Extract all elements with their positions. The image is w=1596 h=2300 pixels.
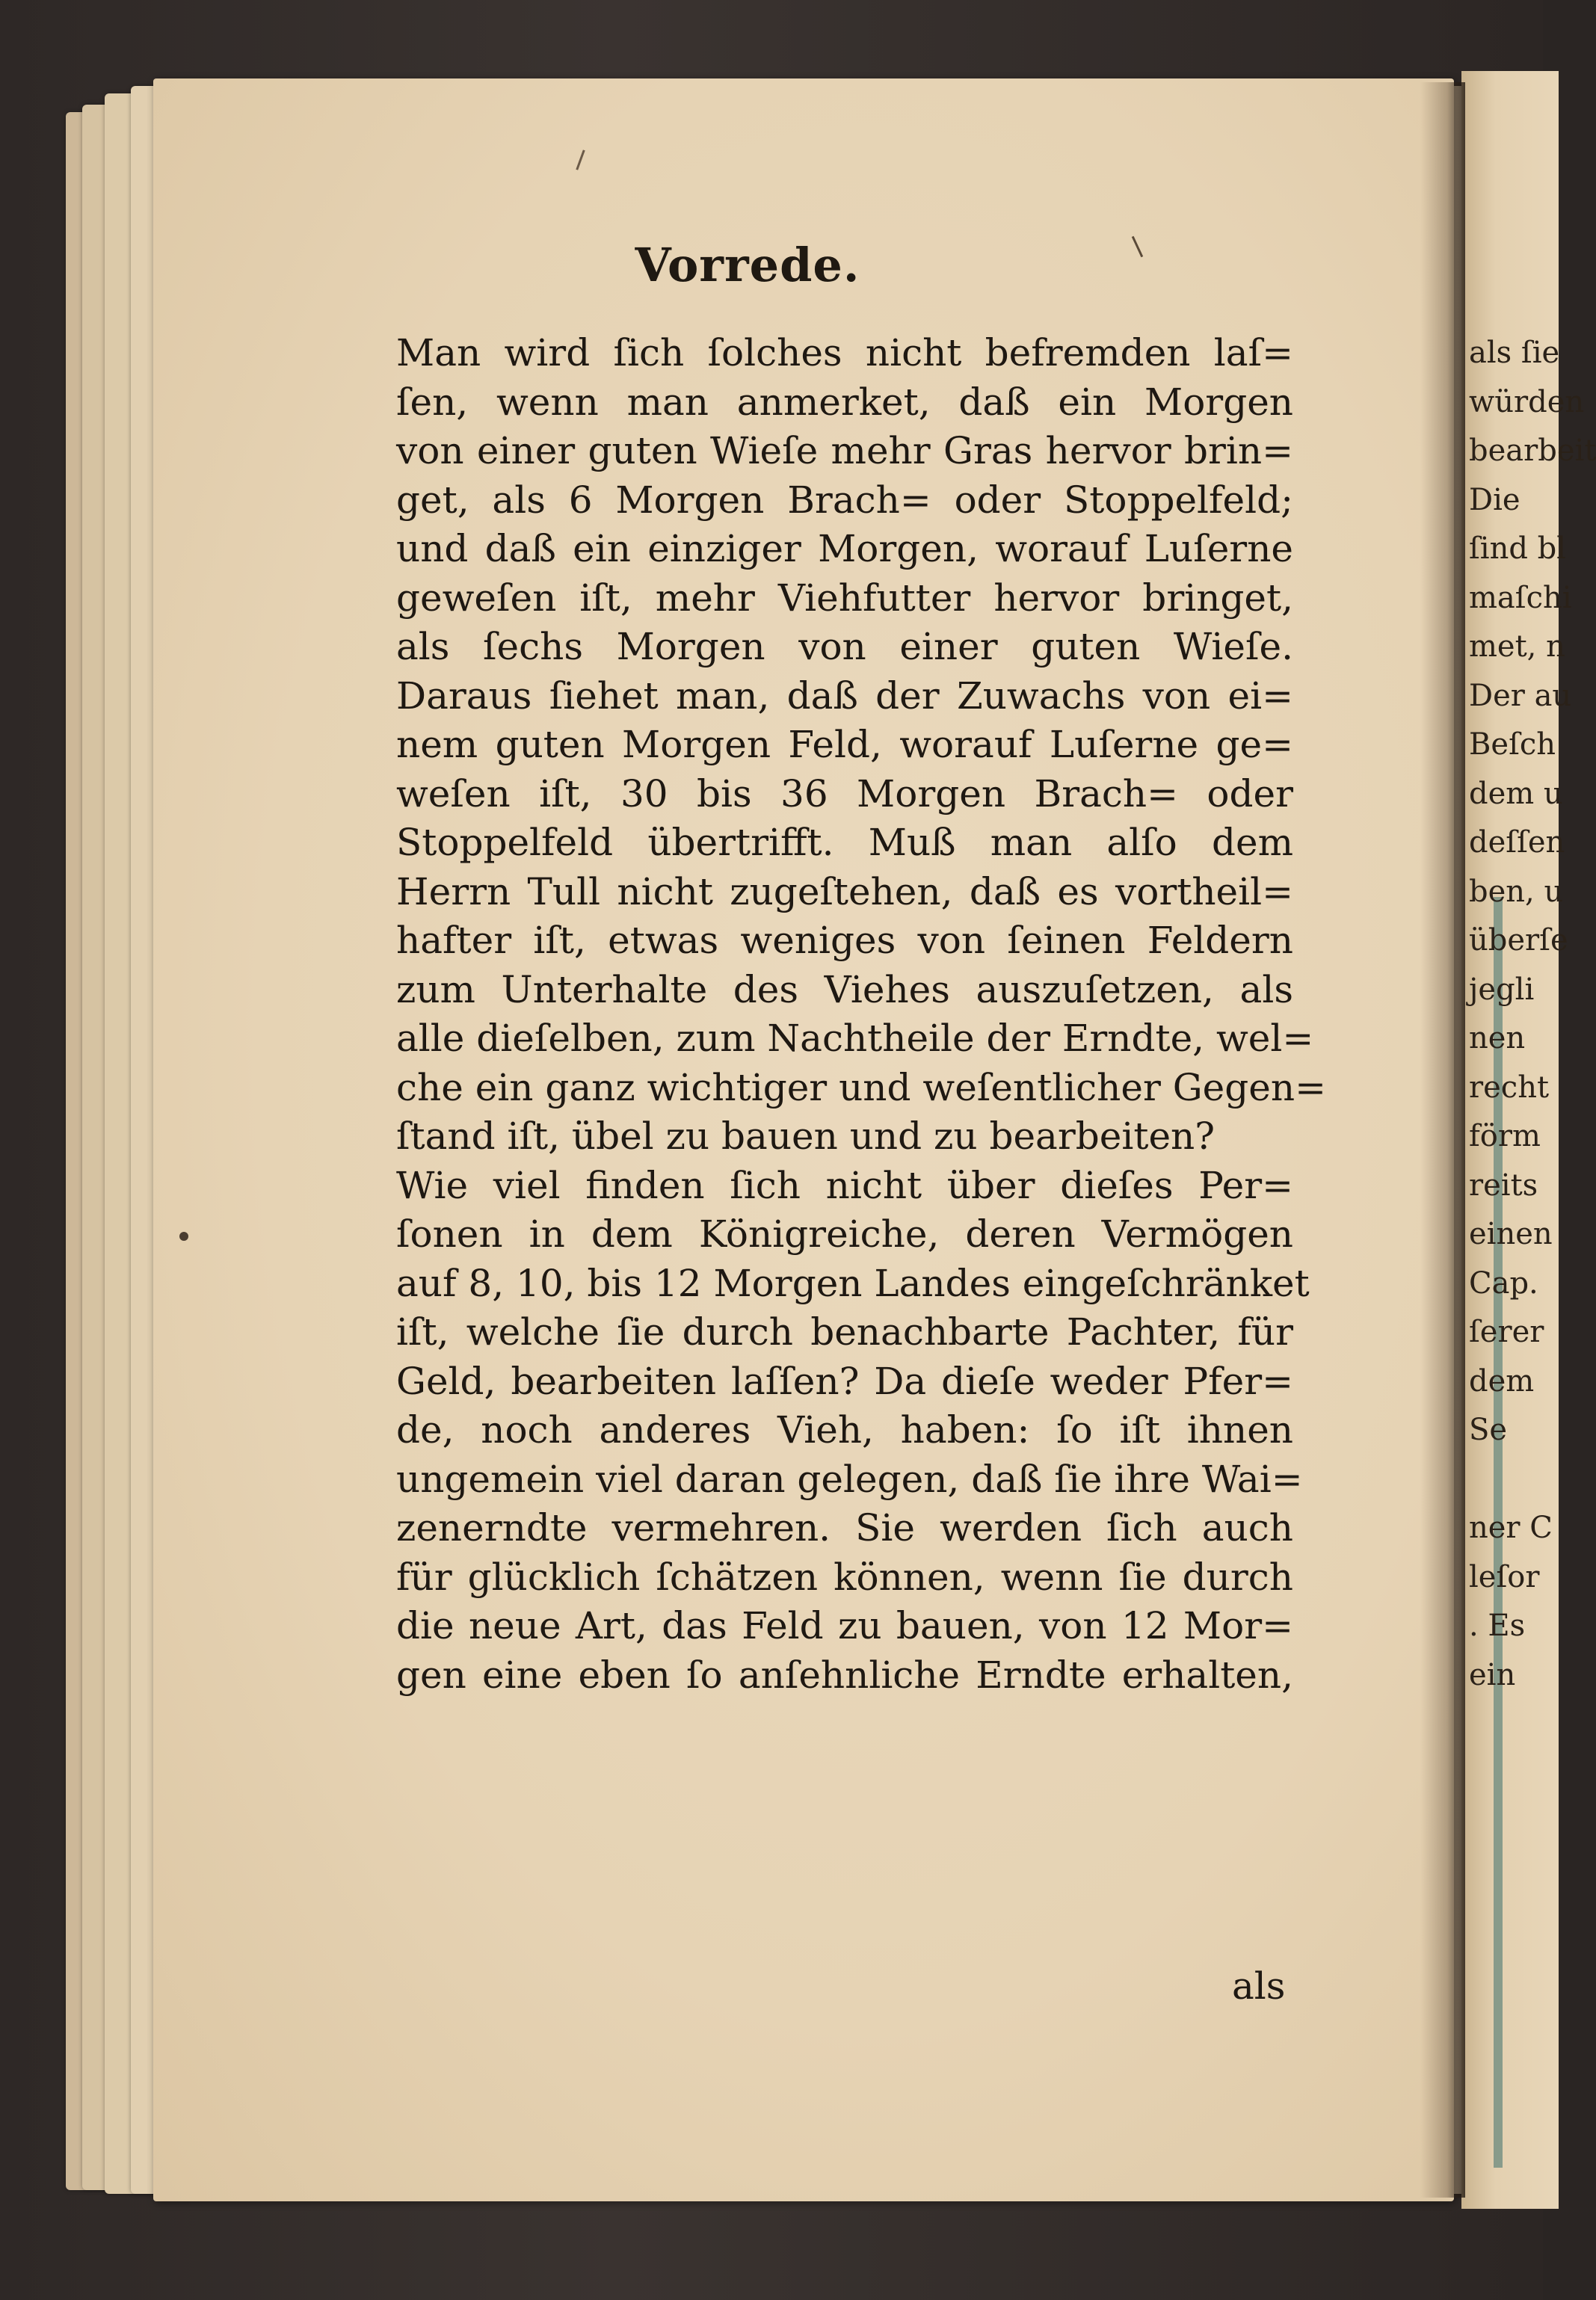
facing-text-fragment: Se [1469, 1413, 1508, 1447]
text-line: Daraus ſiehet man, daß der Zuwachs von ei= [396, 673, 1293, 718]
facing-text-fragment: met, n [1469, 629, 1565, 664]
text-line: Geld, bearbeiten laſſen? Da dieſe weder Pfer= [396, 1359, 1293, 1403]
text-line: de, noch anderes Vieh, haben: ſo iſt ihnen [396, 1408, 1293, 1452]
text-line: Man wird ſich ſolches nicht befremden laſ= [396, 331, 1293, 374]
text-line: ſonen in dem Königreiche, deren Vermögen [396, 1212, 1293, 1256]
facing-text-fragment: Beſch [1469, 727, 1556, 762]
facing-text-fragment: jegli [1469, 972, 1535, 1007]
text-line: ſen, wenn man anmerket, daß ein Morgen [396, 380, 1293, 424]
facing-text-fragment: förm [1469, 1119, 1541, 1153]
facing-text-fragment: dem u [1469, 776, 1563, 811]
text-line: Wie viel finden ſich nicht über dieſes Per= [396, 1163, 1293, 1207]
running-head: Vorrede. [635, 238, 860, 292]
text-line: die neue Art, das Feld zu bauen, von 12 Mor= [396, 1604, 1293, 1647]
text-line: gen eine eben ſo anſehnliche Erndte erhalten, [396, 1653, 1293, 1697]
text-line: ſtand iſt, übel zu bauen und zu bearbeiten? [396, 1114, 1216, 1158]
text-line: zenerndte vermehren. Sie werden ſich auch [396, 1506, 1293, 1550]
book-gutter [1420, 82, 1465, 2198]
facing-text-fragment: ein [1469, 1657, 1516, 1692]
body-text [396, 329, 1326, 1700]
text-line: zum Unterhalte des Viehes auszuſetzen, als [396, 967, 1293, 1011]
text-line: weſen iſt, 30 bis 36 Morgen Brach= oder [396, 771, 1293, 816]
text-line: für glücklich ſchätzen können, wenn ſie durch [396, 1555, 1293, 1599]
facing-text-fragment: deſſen [1469, 825, 1565, 860]
facing-text-fragment: würden [1469, 384, 1585, 419]
text-line: als ſechs Morgen von einer guten Wieſe. [396, 625, 1293, 668]
facing-text-fragment: überſe [1469, 923, 1568, 958]
text-line: nem guten Morgen Feld, worauf Luſerne ge= [396, 723, 1293, 766]
text-line: Herrn Tull nicht zugeſtehen, daß es vortheil= [396, 869, 1293, 913]
text-line: von einer guten Wieſe mehr Gras hervor brin= [396, 429, 1293, 472]
facing-text-fragment [1469, 1455, 1551, 1505]
facing-text-fragment: bearbeit [1469, 434, 1596, 468]
facing-text-fragment: Cap. [1469, 1265, 1538, 1301]
facing-text-fragment: leſor [1469, 1559, 1540, 1594]
facing-text-fragment: Der au [1469, 678, 1572, 713]
facing-text-fragment: ſind bl [1469, 531, 1567, 566]
facing-text-fragment: als ſie [1469, 336, 1560, 370]
facing-text-fragment: reits [1469, 1168, 1538, 1203]
facing-text-fragment: Die [1469, 482, 1520, 517]
text-line: iſt, welche ſie durch benachbarte Pachter, für [396, 1310, 1293, 1354]
text-line: auf 8, 10, bis 12 Morgen Landes eingeſchränket [396, 1261, 1310, 1305]
facing-text-fragment: nen [1469, 1021, 1526, 1055]
facing-page-text [1469, 329, 1596, 1700]
text-line: get, als 6 Morgen Brach= oder Stoppelfeld; [396, 478, 1293, 522]
facing-text-fragment: recht [1469, 1070, 1550, 1105]
text-line: Stoppelfeld übertrifft. Muß man alſo dem [396, 821, 1293, 864]
text-line: und daß ein einziger Morgen, worauf Luſerne [396, 527, 1293, 570]
text-line: che ein ganz wichtiger und weſentlicher Gegen= [396, 1065, 1326, 1109]
facing-text-fragment: . Es [1469, 1609, 1526, 1643]
facing-text-fragment: ner C [1469, 1511, 1553, 1545]
text-line: ungemein viel daran gelegen, daß ſie ihre Wai= [396, 1457, 1303, 1501]
ink-spot [179, 1232, 188, 1241]
facing-text-fragment: ſerer [1469, 1315, 1544, 1349]
text-line: geweſen iſt, mehr Viehfutter hervor bringet, [396, 576, 1293, 620]
facing-text-fragment: ben, u [1469, 874, 1564, 909]
text-line: alle dieſelben, zum Nachtheile der Erndte, wel= [396, 1017, 1314, 1060]
catchword: als [1232, 1964, 1286, 2008]
facing-text-fragment: dem [1469, 1363, 1535, 1399]
facing-text-fragment: maſchi [1469, 580, 1572, 615]
facing-text-fragment: einen [1469, 1217, 1553, 1251]
text-line: hafter iſt, etwas weniges von ſeinen Feldern [396, 919, 1293, 962]
